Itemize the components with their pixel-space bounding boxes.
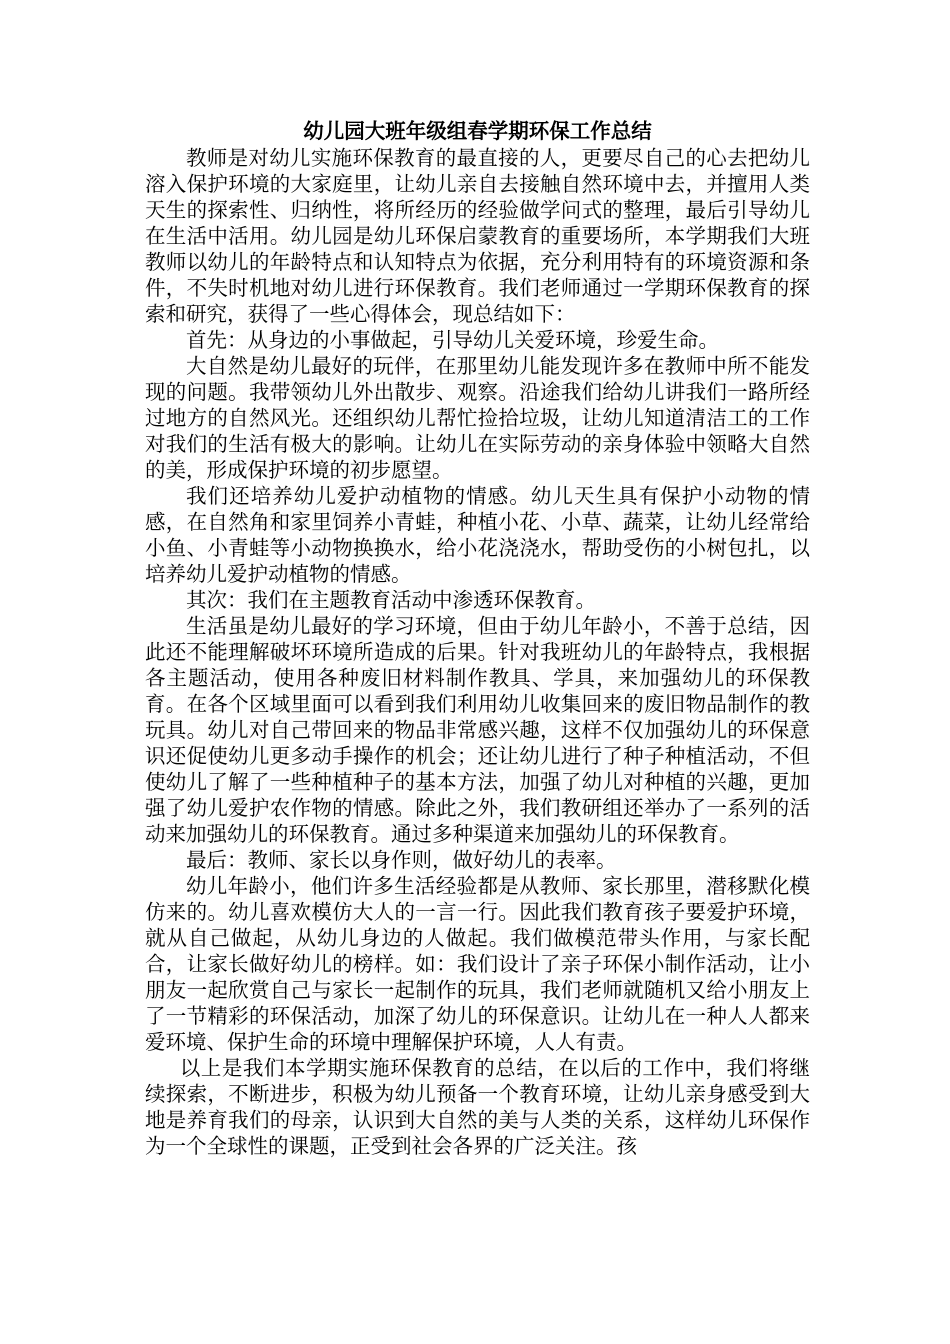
paragraph-heading-second: 其次：我们在主题教育活动中渗透环保教育。 xyxy=(186,588,596,612)
paragraph-role-model: 幼儿年龄小，他们许多生活经验都是从教师、家长那里，潜移默化模仿来的。幼儿喜欢模仿大人的一言一行。因此我们教育孩子要爱护环境，就从自己做起，从幼儿身边的人做起。我们做模范带头作用，与家长配合，让家长做好幼儿的榜样。如：我们设计了亲子环保小制作活动，让小朋友一起欣赏自己与家长一起制作的玩具，我们老师就随机又给小朋友上了一节精彩的环保活动，加深了幼儿的环保意识。让幼儿在一种人人都来爱环境、保护生命的环境中理解保护环境，人人有责。 xyxy=(145,874,810,1054)
paragraph-animals-plants: 我们还培养幼儿爱护动植物的情感。幼儿天生具有保护小动物的情感，在自然角和家里饲养小青蛙，种植小花、小草、蔬菜，让幼儿经常给小鱼、小青蛙等小动物换换水，给小花浇浇水，帮助受伤的小树包扎，以培养幼儿爱护动植物的情感。 xyxy=(145,484,810,586)
document-page xyxy=(145,118,810,1159)
paragraph-heading-first: 首先：从身边的小事做起，引导幼儿关爱环境，珍爱生命。 xyxy=(186,328,719,352)
document-title: 幼儿园大班年级组春学期环保工作总结 xyxy=(303,119,652,143)
paragraph-nature: 大自然是幼儿最好的玩伴，在那里幼儿能发现许多在教师中所不能发现的问题。我带领幼儿外出散步、观察。沿途我们给幼儿讲我们一路所经过地方的自然风光。还组织幼儿帮忙捡拾垃圾，让幼儿知道清洁工的工作对我们的生活有极大的影响。让幼儿在实际劳动的亲身体验中领略大自然的美，形成保护环境的初步愿望。 xyxy=(145,354,810,482)
paragraph-intro: 教师是对幼儿实施环保教育的最直接的人，更要尽自己的心去把幼儿溶入保护环境的大家庭里，让幼儿亲自去接触自然环境中去，并擅用人类天生的探索性、归纳性，将所经历的经验做学问式的整理，最后引导幼儿在生活中活用。幼儿园是幼儿环保启蒙教育的重要场所，本学期我们大班教师以幼儿的年龄特点和认知特点为依据，充分利用特有的环境资源和条件，不失时机地对幼儿进行环保教育。我们老师通过一学期环保教育的探索和研究，获得了一些心得体会，现总结如下： xyxy=(145,146,810,326)
paragraph-conclusion: 以上是我们本学期实施环保教育的总结，在以后的工作中，我们将继续探索，不断进步，积极为幼儿预备一个教育环境，让幼儿亲身感受到大地是养育我们的母亲，认识到大自然的美与人类的关系，这样幼儿环保作为一个全球性的课题，正受到社会各界的广泛关注。孩 xyxy=(145,1056,810,1158)
paragraph-theme-activities: 生活虽是幼儿最好的学习环境，但由于幼儿年龄小，不善于总结，因此还不能理解破坏环境所造成的后果。针对我班幼儿的年龄特点，我根据各主题活动，使用各种废旧材料制作教具、学具，来加强幼儿的环保教育。在各个区域里面可以看到我们利用幼儿收集回来的废旧物品制作的教玩具。幼儿对自己带回来的物品非常感兴趣，这样不仅加强幼儿的环保意识还促使幼儿更多动手操作的机会；还让幼儿进行了种子种植活动，不但使幼儿了解了一些种植种子的基本方法，加强了幼儿对种植的兴趣，更加强了幼儿爱护农作物的情感。除此之外，我们教研组还举办了一系列的活动来加强幼儿的环保教育。通过多种渠道来加强幼儿的环保教育。 xyxy=(145,614,810,846)
paragraph-heading-last: 最后：教师、家长以身作则，做好幼儿的表率。 xyxy=(186,848,617,872)
